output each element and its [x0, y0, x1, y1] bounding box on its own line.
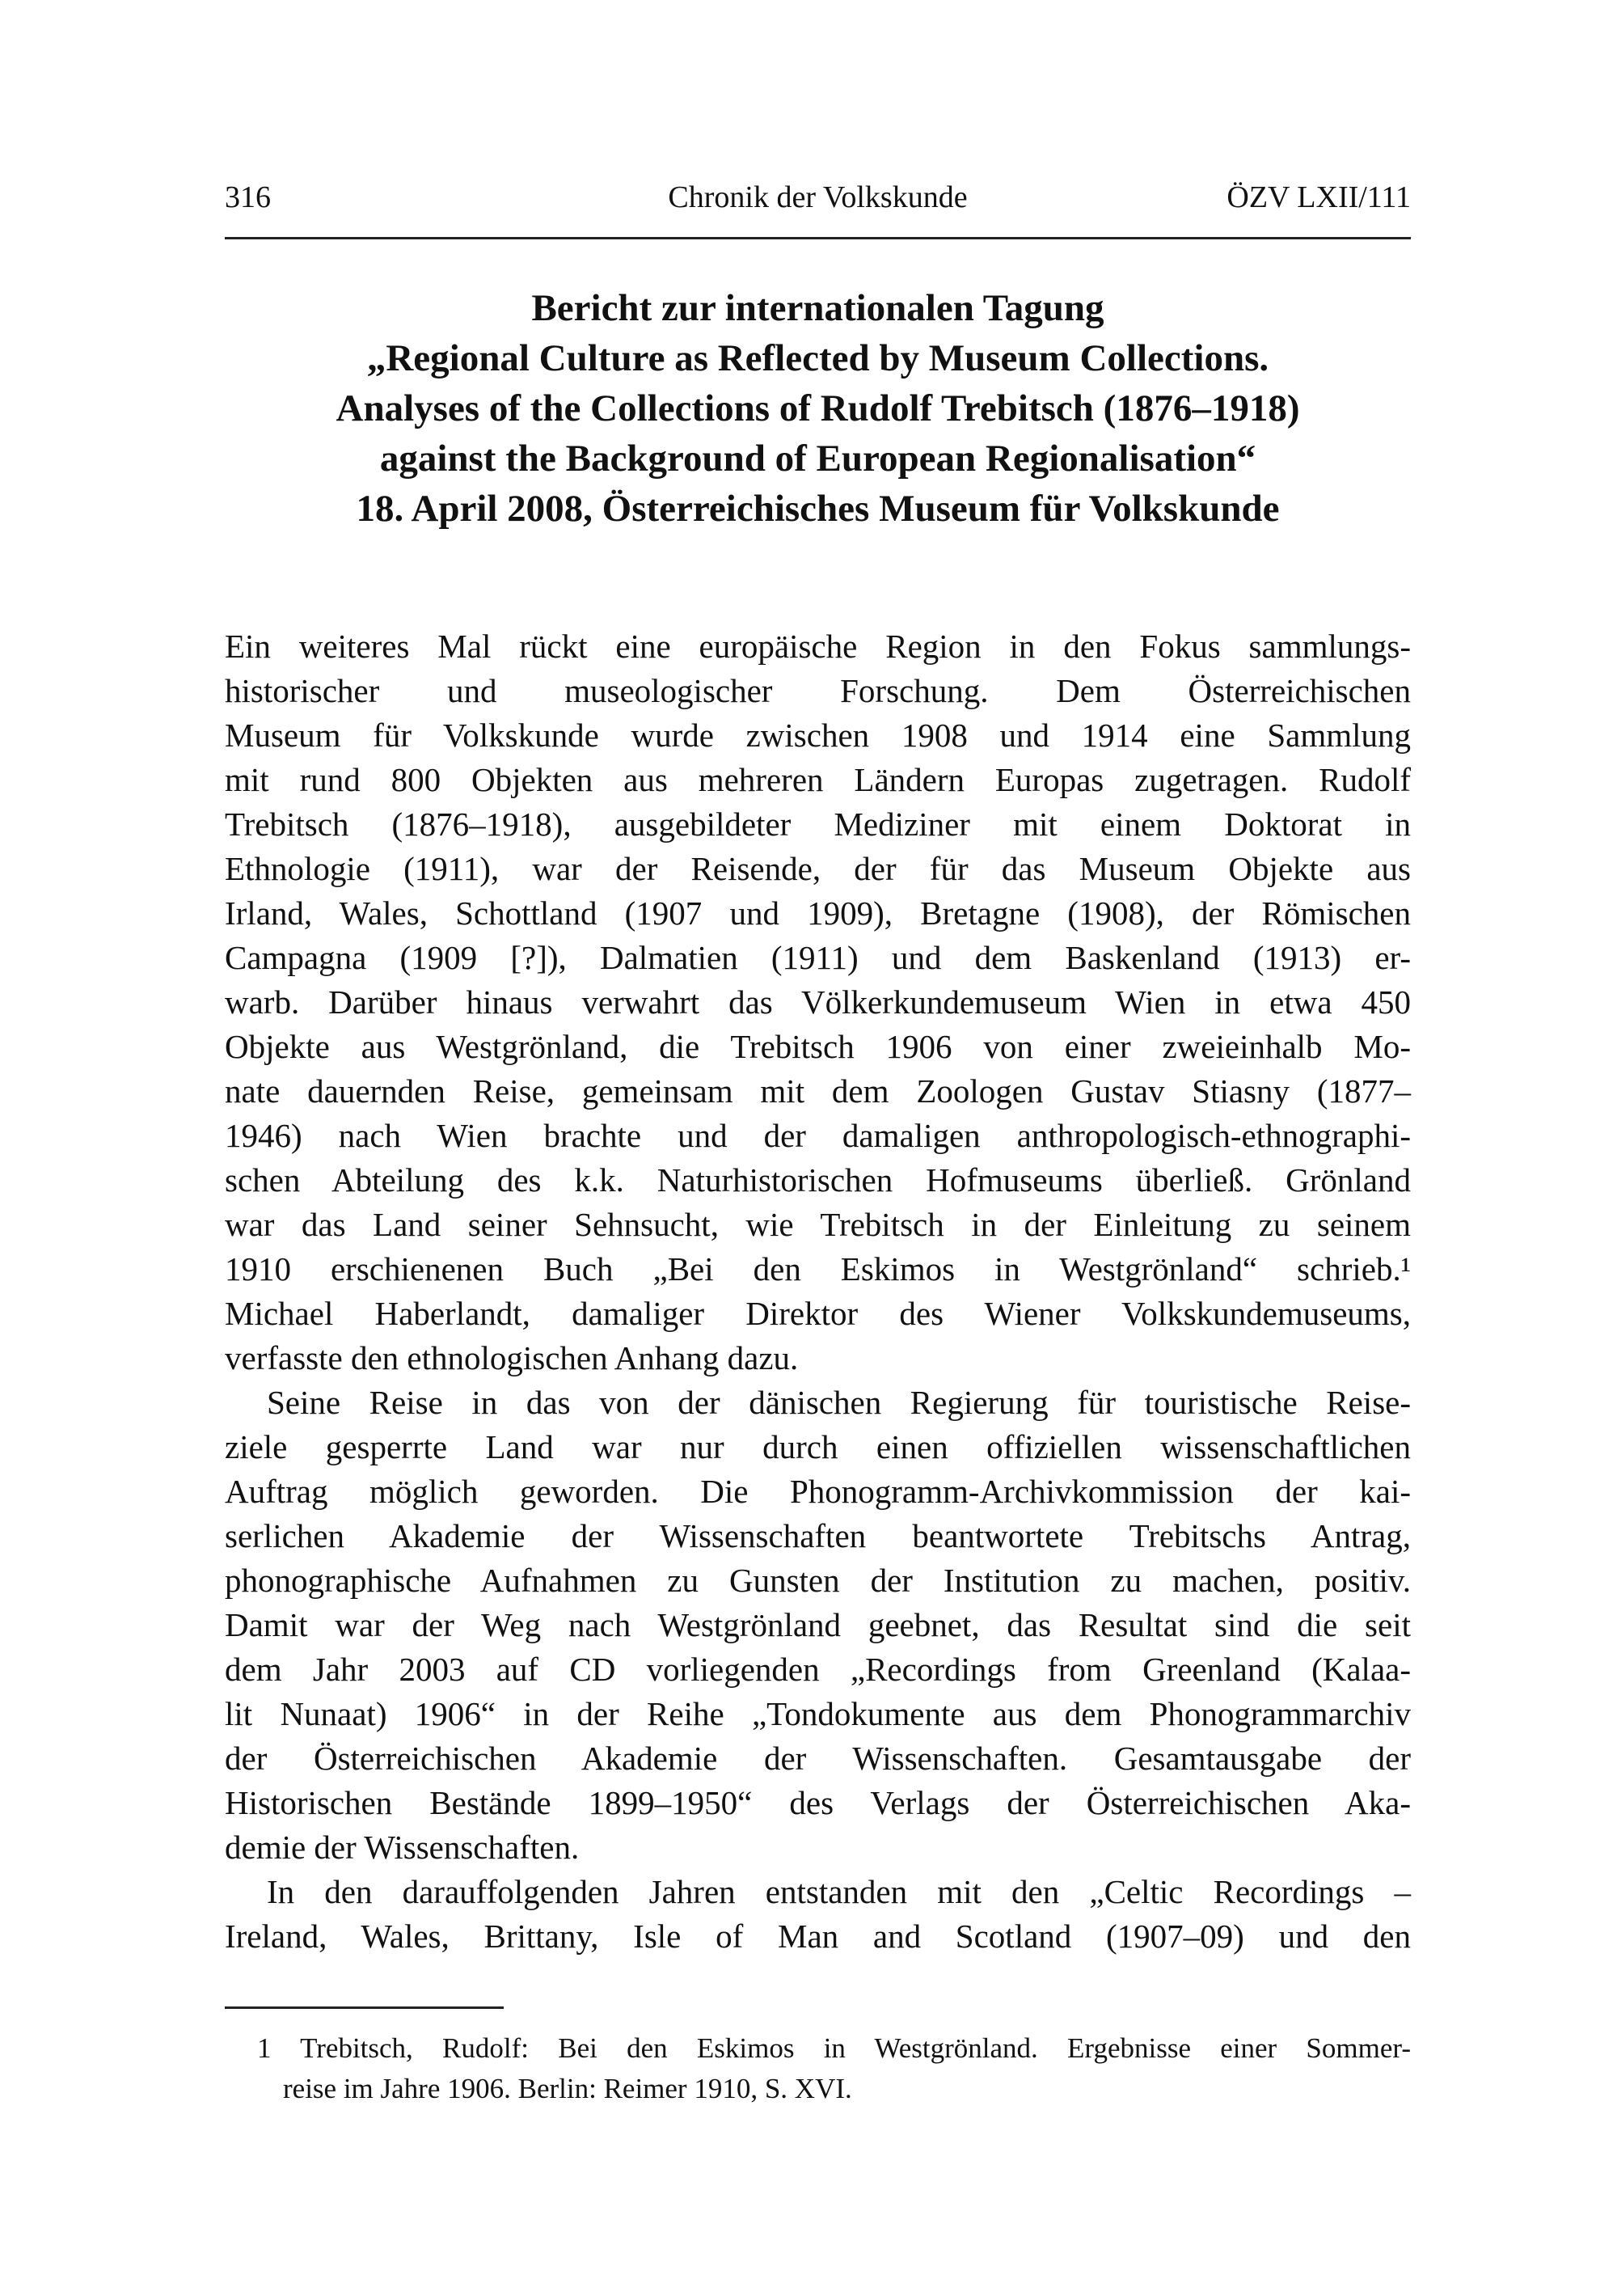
body-line: 1910 erschienenen Buch „Bei den Eskimos in Westgrönland“ schrieb.¹ [225, 1250, 1411, 1288]
body-line: war das Land seiner Sehnsucht, wie Trebitsch in der Einleitung zu seinem [225, 1206, 1411, 1243]
body-line: serlichen Akademie der Wissenschaften beantwortete Trebitschs Antrag, [225, 1517, 1411, 1554]
body-line: Historischen Bestände 1899–1950“ des Verlags der Österreichischen Aka- [225, 1784, 1411, 1821]
section-title: Chronik der Volkskunde [668, 180, 968, 214]
body-line: Ireland, Wales, Brittany, Isle of Man and Scotland (1907–09) und den [225, 1918, 1411, 1955]
page-number: 316 [225, 180, 271, 214]
body-line: warb. Darüber hinaus verwahrt das Völkerkundemuseum Wien in etwa 450 [225, 983, 1411, 1021]
article-title [225, 283, 1411, 534]
body-line: In den darauffolgenden Jahren entstanden mit den „Celtic Recordings – [267, 1873, 1411, 1910]
body-line: demie der Wissenschaften. [225, 1829, 580, 1866]
journal-issue: ÖZV LXII/111 [1226, 180, 1411, 214]
body-line: der Österreichischen Akademie der Wissenschaften. Gesamtausgabe der [225, 1740, 1411, 1777]
paragraph [225, 1870, 1411, 1959]
body-line: schen Abteilung des k.k. Naturhistorischen Hofmuseums überließ. Grönland [225, 1161, 1411, 1199]
body-line: ziele gesperrte Land war nur durch einen offiziellen wissenschaftlichen [225, 1428, 1411, 1465]
title-line: „Regional Culture as Reflected by Museum Collections. [366, 337, 1269, 379]
footnote-line: reise im Jahre 1906. Berlin: Reimer 1910, S. XVI. [283, 2073, 852, 2104]
title-line: Analyses of the Collections of Rudolf Trebitsch (1876–1918) [336, 387, 1300, 429]
body-line: historischer und museologischer Forschung. Dem Österreichischen [225, 672, 1411, 709]
body-line: 1946) nach Wien brachte und der damaligen anthropologisch-ethnographi- [225, 1117, 1411, 1154]
title-line: Bericht zur internationalen Tagung [531, 287, 1104, 329]
body-line: phonographische Aufnahmen zu Gunsten der Institution zu machen, positiv. [225, 1562, 1411, 1599]
body-line: Campagna (1909 [?]), Dalmatien (1911) und dem Baskenland (1913) er- [225, 939, 1411, 976]
body-line: Damit war der Weg nach Westgrönland geebnet, das Resultat sind die seit [225, 1606, 1411, 1643]
title-line: against the Background of European Regionalisation“ [379, 438, 1256, 480]
body-line: mit rund 800 Objekten aus mehreren Ländern Europas zugetragen. Rudolf [225, 761, 1411, 798]
body-line: dem Jahr 2003 auf CD vorliegenden „Recordings from Greenland (Kalaa- [225, 1651, 1411, 1688]
body-line: Trebitsch (1876–1918), ausgebildeter Mediziner mit einem Doktorat in [225, 806, 1411, 843]
body-line: Michael Haberlandt, damaliger Direktor des Wiener Volkskundemuseums, [225, 1295, 1411, 1332]
footnote-line: 1 Trebitsch, Rudolf: Bei den Eskimos in Westgrönland. Ergebnisse einer Sommer- [257, 2032, 1411, 2064]
body-line: nate dauernden Reise, gemeinsam mit dem Zoologen Gustav Stiasny (1877– [225, 1072, 1411, 1110]
running-header [225, 180, 1411, 225]
body-line: lit Nunaat) 1906“ in der Reihe „Tondokumente aus dem Phonogrammarchiv [225, 1695, 1411, 1732]
body-line: Ethnologie (1911), war der Reisende, der für das Museum Objekte aus [225, 850, 1411, 887]
header-rule [225, 237, 1411, 239]
body-line: Objekte aus Westgrönland, die Trebitsch 1906 von einer zweieinhalb Mo- [225, 1028, 1411, 1065]
article-body [225, 624, 1411, 1959]
body-line: verfasste den ethnologischen Anhang dazu. [225, 1339, 799, 1376]
title-line: 18. April 2008, Österreichisches Museum für Volkskunde [356, 488, 1280, 530]
body-line: Irland, Wales, Schottland (1907 und 1909), Bretagne (1908), der Römischen [225, 894, 1411, 932]
body-line: Auftrag möglich geworden. Die Phonogramm-Archivkommission der kai- [225, 1473, 1411, 1510]
footnote-rule [225, 2006, 504, 2009]
body-line: Museum für Volkskunde wurde zwischen 1908 und 1914 eine Sammlung [225, 717, 1411, 754]
body-line: Seine Reise in das von der dänischen Regierung für touristische Reise- [267, 1384, 1411, 1421]
paragraph [225, 624, 1411, 1381]
footnote [257, 2028, 1411, 2109]
body-line: Ein weiteres Mal rückt eine europäische Region in den Fokus sammlungs- [225, 628, 1411, 665]
paragraph [225, 1381, 1411, 1870]
